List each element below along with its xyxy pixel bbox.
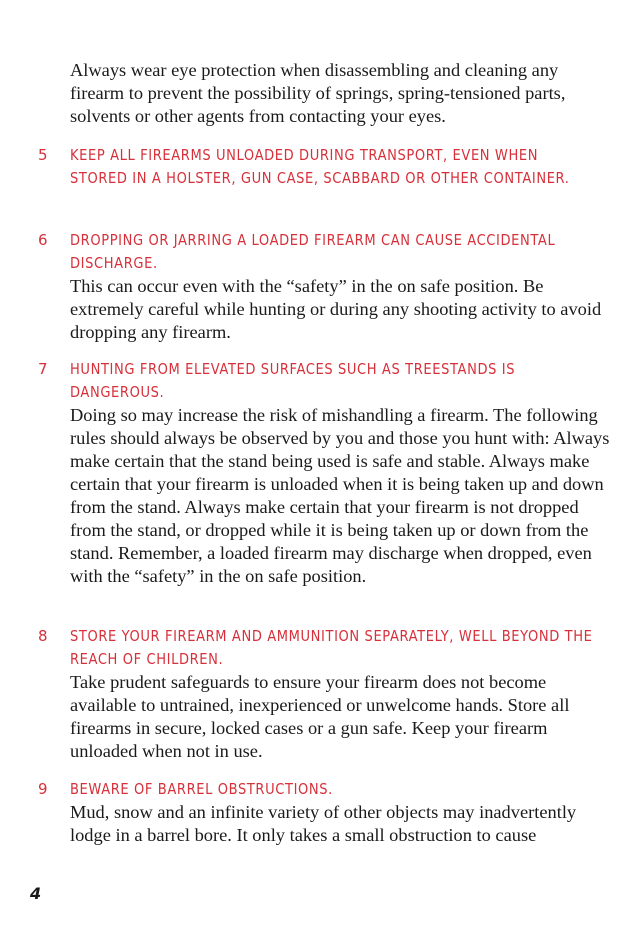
intro-paragraph: Always wear eye protection when disassembling and cleaning any firearm to prevent the possibility of springs, spring-tensioned parts, solvents or other agents from contacting your eyes. bbox=[70, 60, 566, 126]
rule-heading: KEEP ALL FIREARMS UNLOADED DURING TRANSPORT, EVEN WHEN STORED IN A HOLSTER, GUN CASE, SCABBARD OR OTHER CONTAINER. bbox=[70, 146, 570, 187]
rule-number: 6 bbox=[38, 231, 49, 249]
rule-number: 7 bbox=[38, 360, 49, 378]
rule-8 bbox=[0, 625, 640, 763]
rule-6 bbox=[0, 229, 640, 344]
rule-number: 8 bbox=[38, 627, 49, 645]
rule-body: This can occur even with the “safety” in the on safe position. Be extremely careful while hunting or during any shooting activity to avoid dropping any firearm. bbox=[70, 276, 602, 342]
rule-heading: STORE YOUR FIREARM AND AMMUNITION SEPARATELY, WELL BEYOND THE REACH OF CHILDREN. bbox=[70, 627, 593, 668]
rule-body: Mud, snow and an infinite variety of other objects may inadvertently lodge in a barrel bore. It only takes a small obstruction to cause bbox=[70, 802, 577, 845]
rule-heading: DROPPING OR JARRING A LOADED FIREARM CAN CAUSE ACCIDENTAL DISCHARGE. bbox=[70, 231, 556, 272]
rule-heading: HUNTING FROM ELEVATED SURFACES SUCH AS TREESTANDS IS DANGEROUS. bbox=[70, 360, 516, 401]
rule-body: Doing so may increase the risk of mishandling a firearm. The following rules should always be observed by you and those you hunt with: Always make certain that the stand being used is safe and stable. Always make certain that your firearm is unloaded when it is being taken up and down from the stand. Always make certain that your firearm is not dropped from the stand, or dropped while it is being taken up or down from the stand. Remember, a loaded firearm may discharge when dropped, even with the “safety” in the on safe position. bbox=[70, 405, 610, 586]
rule-5 bbox=[0, 144, 640, 190]
page-number: 4 bbox=[30, 884, 42, 903]
rule-number: 5 bbox=[38, 146, 49, 164]
rule-7 bbox=[0, 358, 640, 588]
rule-heading: BEWARE OF BARREL OBSTRUCTIONS. bbox=[70, 780, 333, 798]
rule-9 bbox=[0, 778, 640, 847]
rule-body: Take prudent safeguards to ensure your firearm does not become available to untrained, inexperienced or unwelcome hands. Store all firearms in secure, locked cases or a gun safe. Keep your firearm unloaded when not in use. bbox=[70, 672, 570, 761]
rule-number: 9 bbox=[38, 780, 49, 798]
